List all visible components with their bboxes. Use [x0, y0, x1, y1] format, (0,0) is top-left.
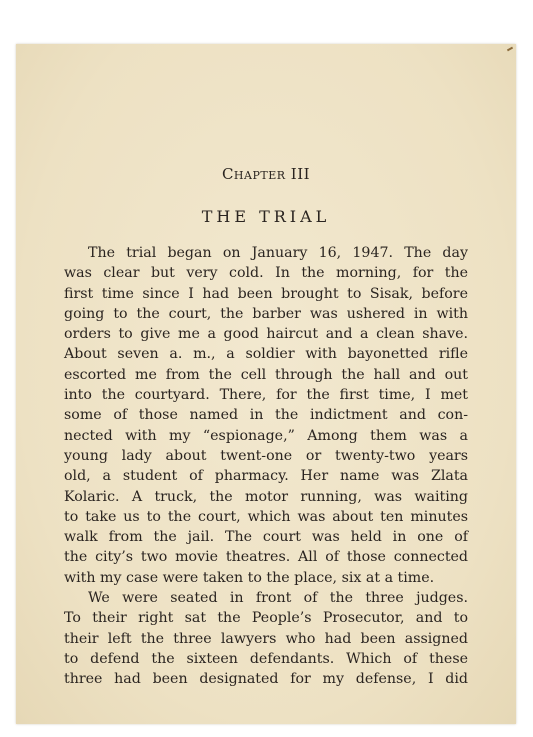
text-line: escorted me from the cell through the hall and out — [64, 366, 468, 383]
ink-mark — [507, 47, 513, 52]
text-line: orders to give me a good haircut and a clean shave. — [64, 326, 468, 343]
text-line: first time since I had been brought to Sisak, before — [64, 285, 468, 302]
book-page — [16, 44, 516, 724]
text-line: three had been designated for my defense, I did — [64, 671, 468, 688]
text-line: was clear but very cold. In the morning, for the — [64, 265, 468, 282]
text-line: the city’s two movie theatres. All of those connected — [64, 549, 468, 566]
text-line: walk from the jail. The court was held in one of — [64, 529, 468, 546]
text-line: We were seated in front of the three judges. — [88, 590, 468, 607]
text-line: going to the court, the barber was ushered in with — [64, 305, 468, 322]
body-text — [64, 243, 468, 690]
text-line: To their right sat the People’s Prosecutor, and to — [64, 610, 468, 627]
text-line: their left the three lawyers who had been assigned — [64, 630, 468, 647]
text-line: to take us to the court, which was about ten minutes — [64, 508, 468, 525]
text-line: into the courtyard. There, for the first time, I met — [64, 387, 468, 404]
chapter-number: Chapter III — [221, 165, 311, 183]
text-line: with my case were taken to the place, six at a time. — [64, 569, 435, 586]
text-line: some of those named in the indictment and con- — [64, 407, 468, 424]
text-line: young lady about twent-one or twenty-two years — [64, 447, 468, 464]
text-line: old, a student of pharmacy. Her name was Zlata — [64, 468, 468, 485]
text-line: to defend the sixteen defendants. Which of these — [64, 650, 468, 667]
chapter-title: THE TRIAL — [201, 207, 331, 226]
text-line: The trial began on January 16, 1947. The day — [88, 245, 468, 261]
text-line: Kolaric. A truck, the motor running, was waiting — [64, 488, 468, 505]
text-line: About seven a. m., a soldier with bayonetted rifle — [64, 346, 468, 363]
text-line: nected with my “espionage,” Among them was a — [64, 427, 468, 444]
